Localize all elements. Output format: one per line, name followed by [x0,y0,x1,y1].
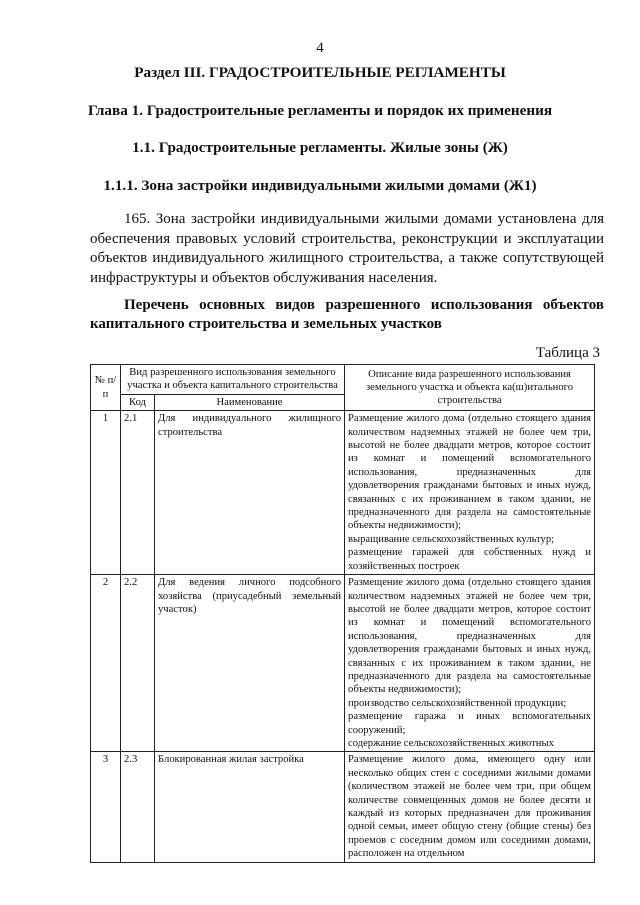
row-description [345,752,595,862]
description-line: размещение гаражей для собственных нужд и хозяйственных построек [348,547,592,572]
row-name: Блокированная жилая застройка [155,752,345,862]
table-row [91,752,595,862]
row-code: 2.1 [121,411,155,575]
subsection-heading: 1.1. Градостроительные регламенты. Жилые зоны (Ж) [132,139,508,156]
header-name: Наименование [155,394,345,410]
description-line: Размещение жилого дома, имеющего одну или несколько общих стен с соседними жилыми домами (количеством этажей не более чем три, при общем количестве совмещенных домов не более десяти и каждый из которых предназначен для проживания одной семьи, имеет общую стену (общие стены) без проемов с соседним домом или соседними домами, расположен на отдельном [348,754,592,860]
chapter-heading: Глава 1. Градостроительные регламенты и порядок их применения [87,102,553,119]
table-row [91,575,595,752]
row-description [345,575,595,752]
description-line: Размещение жилого дома (отдельно стоящего здания количеством надземных этажей не более чем три, высотой не более двадцати метров, которое состоит из комнат и помещений вспомогательного использования, предназначенных для удовлетворения гражданами бытовых и иных нужд, связанных с их проживанием в таком здании, не предназначенного для раздела на самостоятельные объекты недвижимости); [348,577,592,696]
row-name: Для ведения личного подсобного хозяйства (приусадебный земельный участок) [155,575,345,752]
header-code: Код [121,394,155,410]
description-line: Размещение жилого дома (отдельно стоящего здания количеством надземных этажей не более чем три, высотой не более двадцати метров, которое состоит из комнат и помещений вспомогательного использования, предназначенных для удовлетворения гражданами бытовых и иных нужд, связанных с их проживанием в таком здании, не предназначенного для раздела на самостоятельные объекты недвижимости); [348,413,592,532]
header-num: № п/п [91,365,121,411]
zone-heading: 1.1.1. Зона застройки индивидуальными жилыми домами (Ж1) [103,177,537,194]
list-title: Перечень основных видов разрешенного использования объектов капитального строительства и земельных участков [90,297,604,332]
row-code: 2.3 [121,752,155,862]
row-num: 3 [91,752,121,862]
row-description [345,411,595,575]
zone-paragraph: 165. Зона застройки индивидуальными жилыми домами установлена для обеспечения правовых условий строительства, реконструкции и эксплуатации объектов индивидуального жилищного строительства, а также сопутствующей инфраструктуры и объектов обслуживания населения. [90,211,604,286]
table-caption: Таблица 3 [535,345,600,361]
row-code: 2.2 [121,575,155,752]
page-number: 4 [316,40,324,56]
row-name: Для индивидуального жилищного строительства [155,411,345,575]
table-row [91,411,595,575]
header-kind: Вид разрешенного использования земельного участка и объекта капитального строительства [121,365,345,395]
row-num: 2 [91,575,121,752]
description-line: содержание сельскохозяйственных животных [348,737,554,749]
row-num: 1 [91,411,121,575]
uses-table [90,364,595,863]
description-line: размещение гаража и иных вспомогательных сооружений; [348,711,592,736]
header-description: Описание вида разрешенного использования земельного участка и объекта ка(ш)итального строительства [345,365,595,411]
description-line: выращивание сельскохозяйственных культур; [348,533,555,545]
section-heading: Раздел III. ГРАДОСТРОИТЕЛЬНЫЕ РЕГЛАМЕНТЫ [134,64,506,81]
description-line: производство сельскохозяйственной продукции; [348,697,567,709]
